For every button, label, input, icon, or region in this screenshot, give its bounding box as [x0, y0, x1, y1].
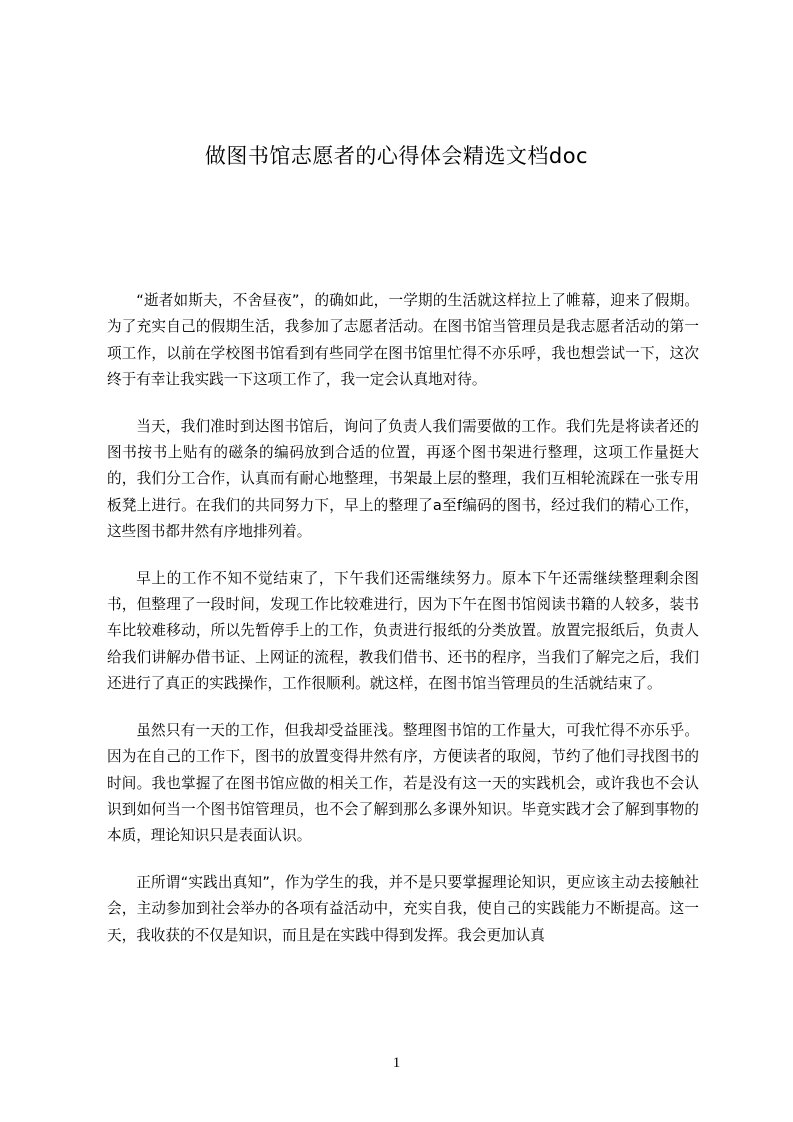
- paragraph: “逝者如斯夫，不舍昼夜”，的确如此，一学期的生活就这样拉上了帷幕，迎来了假期。为了充实自己的假期生活，我参加了志愿者活动。在图书馆当管理员是我志愿者活动的第一项工作，以前在学校图书馆看到有些同学在图书馆里忙得不亦乐呼，我也想尝试一下，这次终于有幸让我实践一下这项工作了，我一定会认真地对待。: [107, 292, 699, 389]
- paragraph: 早上的工作不知不觉结束了，下午我们还需继续努力。原本下午还需继续整理剩余图书，但整理了一段时间，发现工作比较难进行，因为下午在图书馆阅读书籍的人较多，装书车比较难移动，所以先暂停手上的工作，负责进行报纸的分类放置。放置完报纸后，负责人给我们讲解办借书证、上网证的流程，教我们借书、还书的程序，当我们了解完之后，我们还进行了真正的实践操作，工作很顺利。就这样，在图书馆当管理员的生活就结束了。: [107, 569, 699, 693]
- page-number: 1: [392, 1055, 401, 1071]
- paragraph: 当天，我们准时到达图书馆后，询问了负责人我们需要做的工作。我们先是将读者还的图书按书上贴有的磁条的编码放到合适的位置，再逐个图书架进行整理，这项工作量挺大的，我们分工合作，认真而有耐心地整理，书架最上层的整理，我们互相轮流踩在一张专用板凳上进行。在我们的共同努力下，早上的整理了a至f编码的图书，经过我们的精心工作，这些图书都井然有序地排列着。: [107, 417, 699, 541]
- paragraph: 虽然只有一天的工作，但我却受益匪浅。整理图书馆的工作量大，可我忙得不亦乐乎。因为在自己的工作下，图书的放置变得井然有序，方便读者的取阅，节约了他们寻找图书的时间。我也掌握了在图书馆应做的相关工作，若是没有这一天的实践机会，或许我也不会认识到如何当一个图书馆管理员，也不会了解到那么多课外知识。毕竟实践才会了解到事物的本质，理论知识只是表面认识。: [107, 721, 699, 845]
- paragraph: 正所谓“实践出真知”，作为学生的我，并不是只要掌握理论知识，更应该主动去接触社会，主动参加到社会举办的各项有益活动中，充实自我，使自己的实践能力不断提高。这一天，我收获的不仅是知识，而且是在实践中得到发挥。我会更加认真: [107, 873, 699, 944]
- document-body: [107, 288, 699, 969]
- document-title: 做图书馆志愿者的心得体会精选文档doc: [204, 144, 589, 168]
